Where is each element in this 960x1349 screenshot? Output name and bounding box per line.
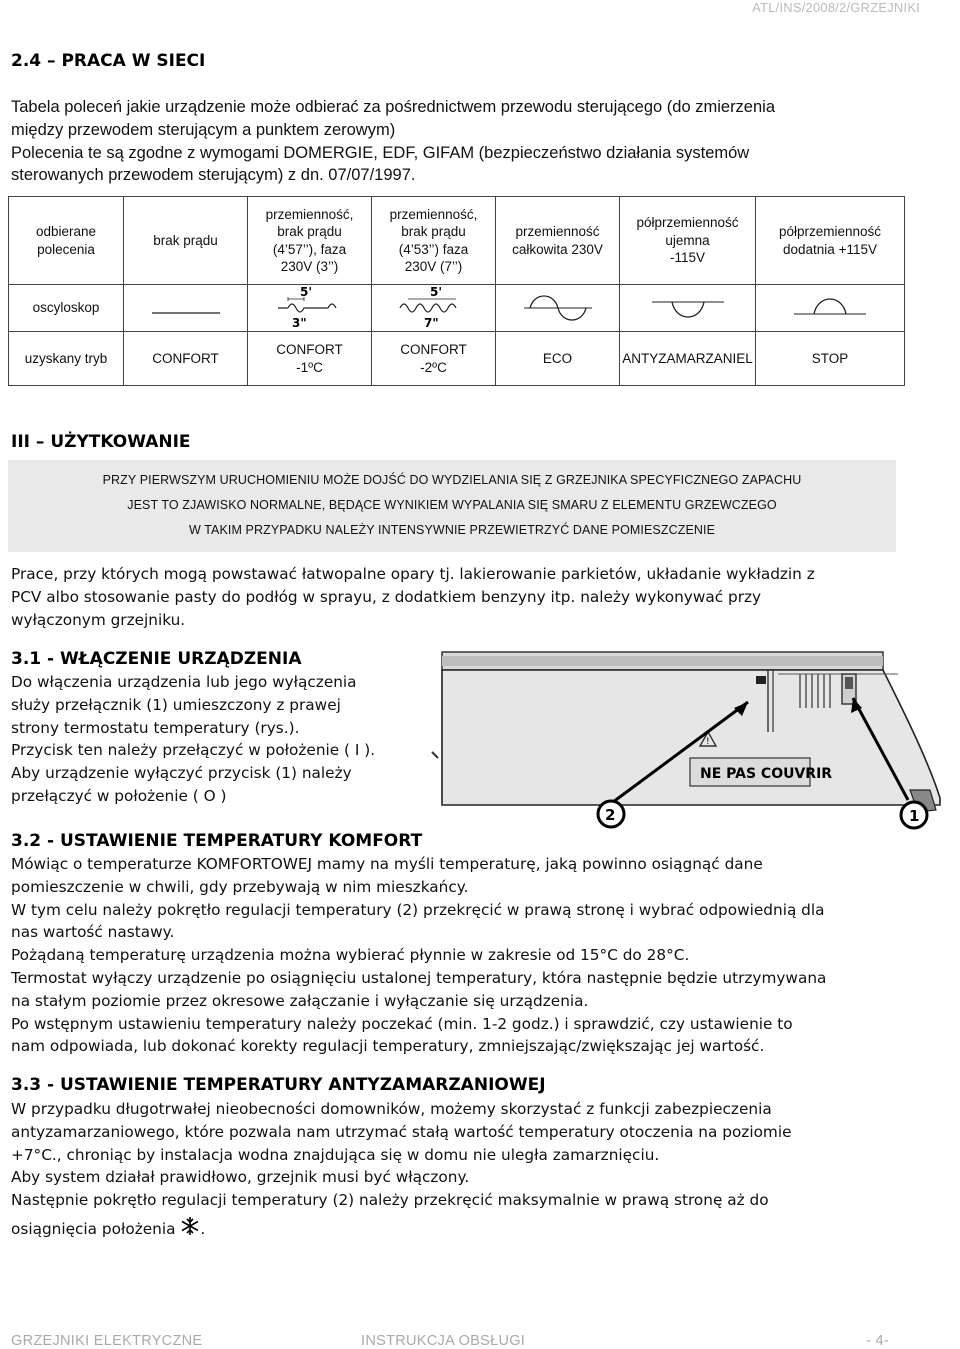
text-line: Prace, przy których mogą powstawać łatwopalne opary tj. lakierowanie parkietów, układanie wykładzin z bbox=[11, 565, 815, 583]
text-line: przełączyć w położenie ( O ) bbox=[11, 786, 227, 805]
footer-page-number: - 4- bbox=[866, 1333, 889, 1349]
mode-cell: STOP bbox=[756, 332, 905, 386]
text-line: Termostat wyłączy urządzenie po osiągnięciu ustalonej temperatury, która następnie będzie utrzymywana bbox=[11, 968, 827, 987]
section-3-1-text bbox=[11, 671, 441, 808]
waveform-negative bbox=[620, 285, 756, 332]
command-cell: półprzemienność ujemna -115V bbox=[620, 197, 756, 285]
section-3-3-text bbox=[11, 1098, 956, 1242]
waveform-positive bbox=[756, 285, 905, 332]
full-wave-icon bbox=[518, 288, 598, 328]
text-line: służy przełącznik (1) umieszczony z prawej bbox=[11, 695, 341, 714]
section-3-2-title: 3.2 - USTAWIENIE TEMPERATURY KOMFORT bbox=[11, 831, 423, 851]
callout-2: 2 bbox=[605, 806, 616, 824]
table-row-oscilloscope bbox=[9, 285, 905, 332]
section-2-4-title: 2.4 – PRACA W SIECI bbox=[11, 51, 206, 71]
row-label-mode: uzyskany tryb bbox=[9, 332, 124, 386]
text-line: Do włączenia urządzenia lub jego wyłączenia bbox=[11, 673, 357, 691]
first-use-notice bbox=[8, 460, 896, 552]
text-line: między przewodem sterującym a punktem zerowym) bbox=[11, 120, 396, 139]
section-2-4-text bbox=[11, 96, 951, 187]
document-reference: ATL/INS/2008/2/GRZEJNIKI bbox=[752, 0, 920, 15]
text-line: strony termostatu temperatury (rys.). bbox=[11, 718, 300, 737]
mode-cell: ECO bbox=[496, 332, 620, 386]
callout-1: 1 bbox=[909, 807, 920, 825]
text-line: na stałym poziomie przez okresowe załączanie i wyłączanie się urządzenia. bbox=[11, 991, 589, 1010]
text-line: Następnie pokrętło regulacji temperatury (2) należy przekręcić maksymalnie w prawą stronę aż do bbox=[11, 1191, 769, 1210]
ne-pas-couvrir-label: NE PAS COUVRIR bbox=[700, 766, 833, 782]
snowflake-icon bbox=[180, 1216, 200, 1236]
pulse-waveform-icon bbox=[394, 285, 474, 331]
section-3-1-title: 3.1 - WŁĄCZENIE URZĄDZENIA bbox=[11, 649, 302, 669]
section-3-3-title: 3.3 - USTAWIENIE TEMPERATURY ANTYZAMARZANIOWEJ bbox=[11, 1075, 546, 1095]
text-line: W tym celu należy pokrętło regulacji temperatury (2) przekręcić w prawą stronę i wybrać odpowiednią dla bbox=[11, 900, 825, 919]
command-cell: przemienność całkowita 230V bbox=[496, 197, 620, 285]
row-label-commands: odbierane polecenia bbox=[9, 197, 124, 285]
text-line-snowflake: osiągnięcia położenia . bbox=[11, 1216, 956, 1242]
heater-figure bbox=[428, 640, 956, 840]
command-cell: brak prądu bbox=[124, 197, 248, 285]
section-3-text bbox=[11, 563, 951, 631]
text-line: wyłączonym grzejniku. bbox=[11, 610, 186, 629]
notice-line: JEST TO ZJAWISKO NORMALNE, BĘDĄCE WYNIKIEM WYPALANIA SIĘ SMARU Z ELEMENTU GRZEWCZEGO bbox=[127, 498, 777, 512]
section-3-2-text bbox=[11, 853, 956, 1058]
text-line: Aby system działał prawidłowo, grzejnik musi być włączony. bbox=[11, 1168, 470, 1187]
row-label-oscilloscope: oscyloskop bbox=[9, 285, 124, 332]
footer-center: INSTRUKCJA OBSŁUGI bbox=[361, 1333, 526, 1349]
text-line: Po wstępnym ustawieniu temperatury należy poczekać (min. 1-2 godz.) i sprawdzić, czy ustawienie to bbox=[11, 1014, 793, 1033]
command-table bbox=[8, 196, 905, 386]
mode-cell: CONFORT bbox=[124, 332, 248, 386]
table-row-mode bbox=[9, 332, 905, 386]
positive-half-wave-icon bbox=[790, 288, 870, 328]
flat-waveform-icon bbox=[146, 293, 226, 323]
mode-cell: CONFORT -2ºC bbox=[372, 332, 496, 386]
waveform-flat bbox=[124, 285, 248, 332]
waveform-pulse-2 bbox=[372, 285, 496, 332]
svg-text:7": 7" bbox=[423, 316, 439, 330]
waveform-pulse-1 bbox=[248, 285, 372, 332]
table-row-commands bbox=[9, 197, 905, 285]
text-line: Tabela poleceń jakie urządzenie może odbierać za pośrednictwem przewodu sterującego (do zmierzenia bbox=[11, 98, 776, 116]
text-line: +7°C., chroniąc by instalacja wodna znajdująca się w domu nie uległa zamarznięciu. bbox=[11, 1145, 660, 1164]
text-line: sterowanych przewodem sterującym) z dn. 07/07/1997. bbox=[11, 166, 416, 185]
text-line: nam odpowiada, lub dokonać korekty regulacji temperatury, zmniejszając/zwiększając jej wartość. bbox=[11, 1037, 765, 1056]
pulse-waveform-icon bbox=[270, 285, 350, 331]
section-3-title: III – UŻYTKOWANIE bbox=[11, 432, 191, 452]
text-line: Mówiąc o temperaturze KOMFORTOWEJ mamy na myśli temperaturę, jaką powinno osiągnąć dane bbox=[11, 855, 763, 873]
command-cell: przemienność, brak prądu (4’53’’) faza 230V (7’’) bbox=[372, 197, 496, 285]
notice-line: PRZY PIERWSZYM URUCHOMIENIU MOŻE DOJŚĆ DO WYDZIELANIA SIĘ Z GRZEJNIKA SPECYFICZNEGO ZAPACHU bbox=[102, 473, 802, 487]
command-cell: przemienność, brak prądu (4’57’’), faza 230V (3’’) bbox=[248, 197, 372, 285]
svg-text:5': 5' bbox=[299, 285, 312, 299]
text-line: PCV albo stosowanie pasty do podłóg w sprayu, z dodatkiem benzyny itp. należy wykonywać przy bbox=[11, 587, 762, 606]
text-line: nas wartość nastawy. bbox=[11, 923, 175, 942]
negative-half-wave-icon bbox=[648, 288, 728, 328]
text-line: Aby urządzenie wyłączyć przycisk (1) należy bbox=[11, 764, 352, 783]
mode-cell: ANTYZAMARZANIEL bbox=[620, 332, 756, 386]
text-line: pomieszczenie w chwili, gdy przebywają w nim mieszkańcy. bbox=[11, 877, 469, 896]
command-cell: półprzemienność dodatnia +115V bbox=[756, 197, 905, 285]
text-line: Pożądaną temperaturę urządzenia można wybierać płynnie w zakresie od 15°C do 28°C. bbox=[11, 946, 690, 965]
notice-line: W TAKIM PRZYPADKU NALEŻY INTENSYWNIE PRZEWIETRZYĆ DANE POMIESZCZENIE bbox=[188, 523, 716, 537]
waveform-full bbox=[496, 285, 620, 332]
text-line: Przycisk ten należy przełączyć w położenie ( I ). bbox=[11, 741, 376, 760]
svg-text:!: ! bbox=[706, 737, 710, 747]
footer-left: GRZEJNIKI ELEKTRYCZNE bbox=[11, 1333, 203, 1349]
svg-text:3": 3" bbox=[291, 316, 307, 330]
text-line: Polecenia te są zgodne z wymogami DOMERGIE, EDF, GIFAM (bezpieczeństwo działania systemów bbox=[11, 143, 750, 162]
text-line: antyzamarzaniowego, które pozwala nam utrzymać stałą wartość temperatury otoczenia na poziomie bbox=[11, 1122, 792, 1141]
mode-cell: CONFORT -1ºC bbox=[248, 332, 372, 386]
svg-text:5': 5' bbox=[429, 285, 442, 299]
text-line: W przypadku długotrwałej nieobecności domowników, możemy skorzystać z funkcji zabezpieczenia bbox=[11, 1100, 772, 1118]
